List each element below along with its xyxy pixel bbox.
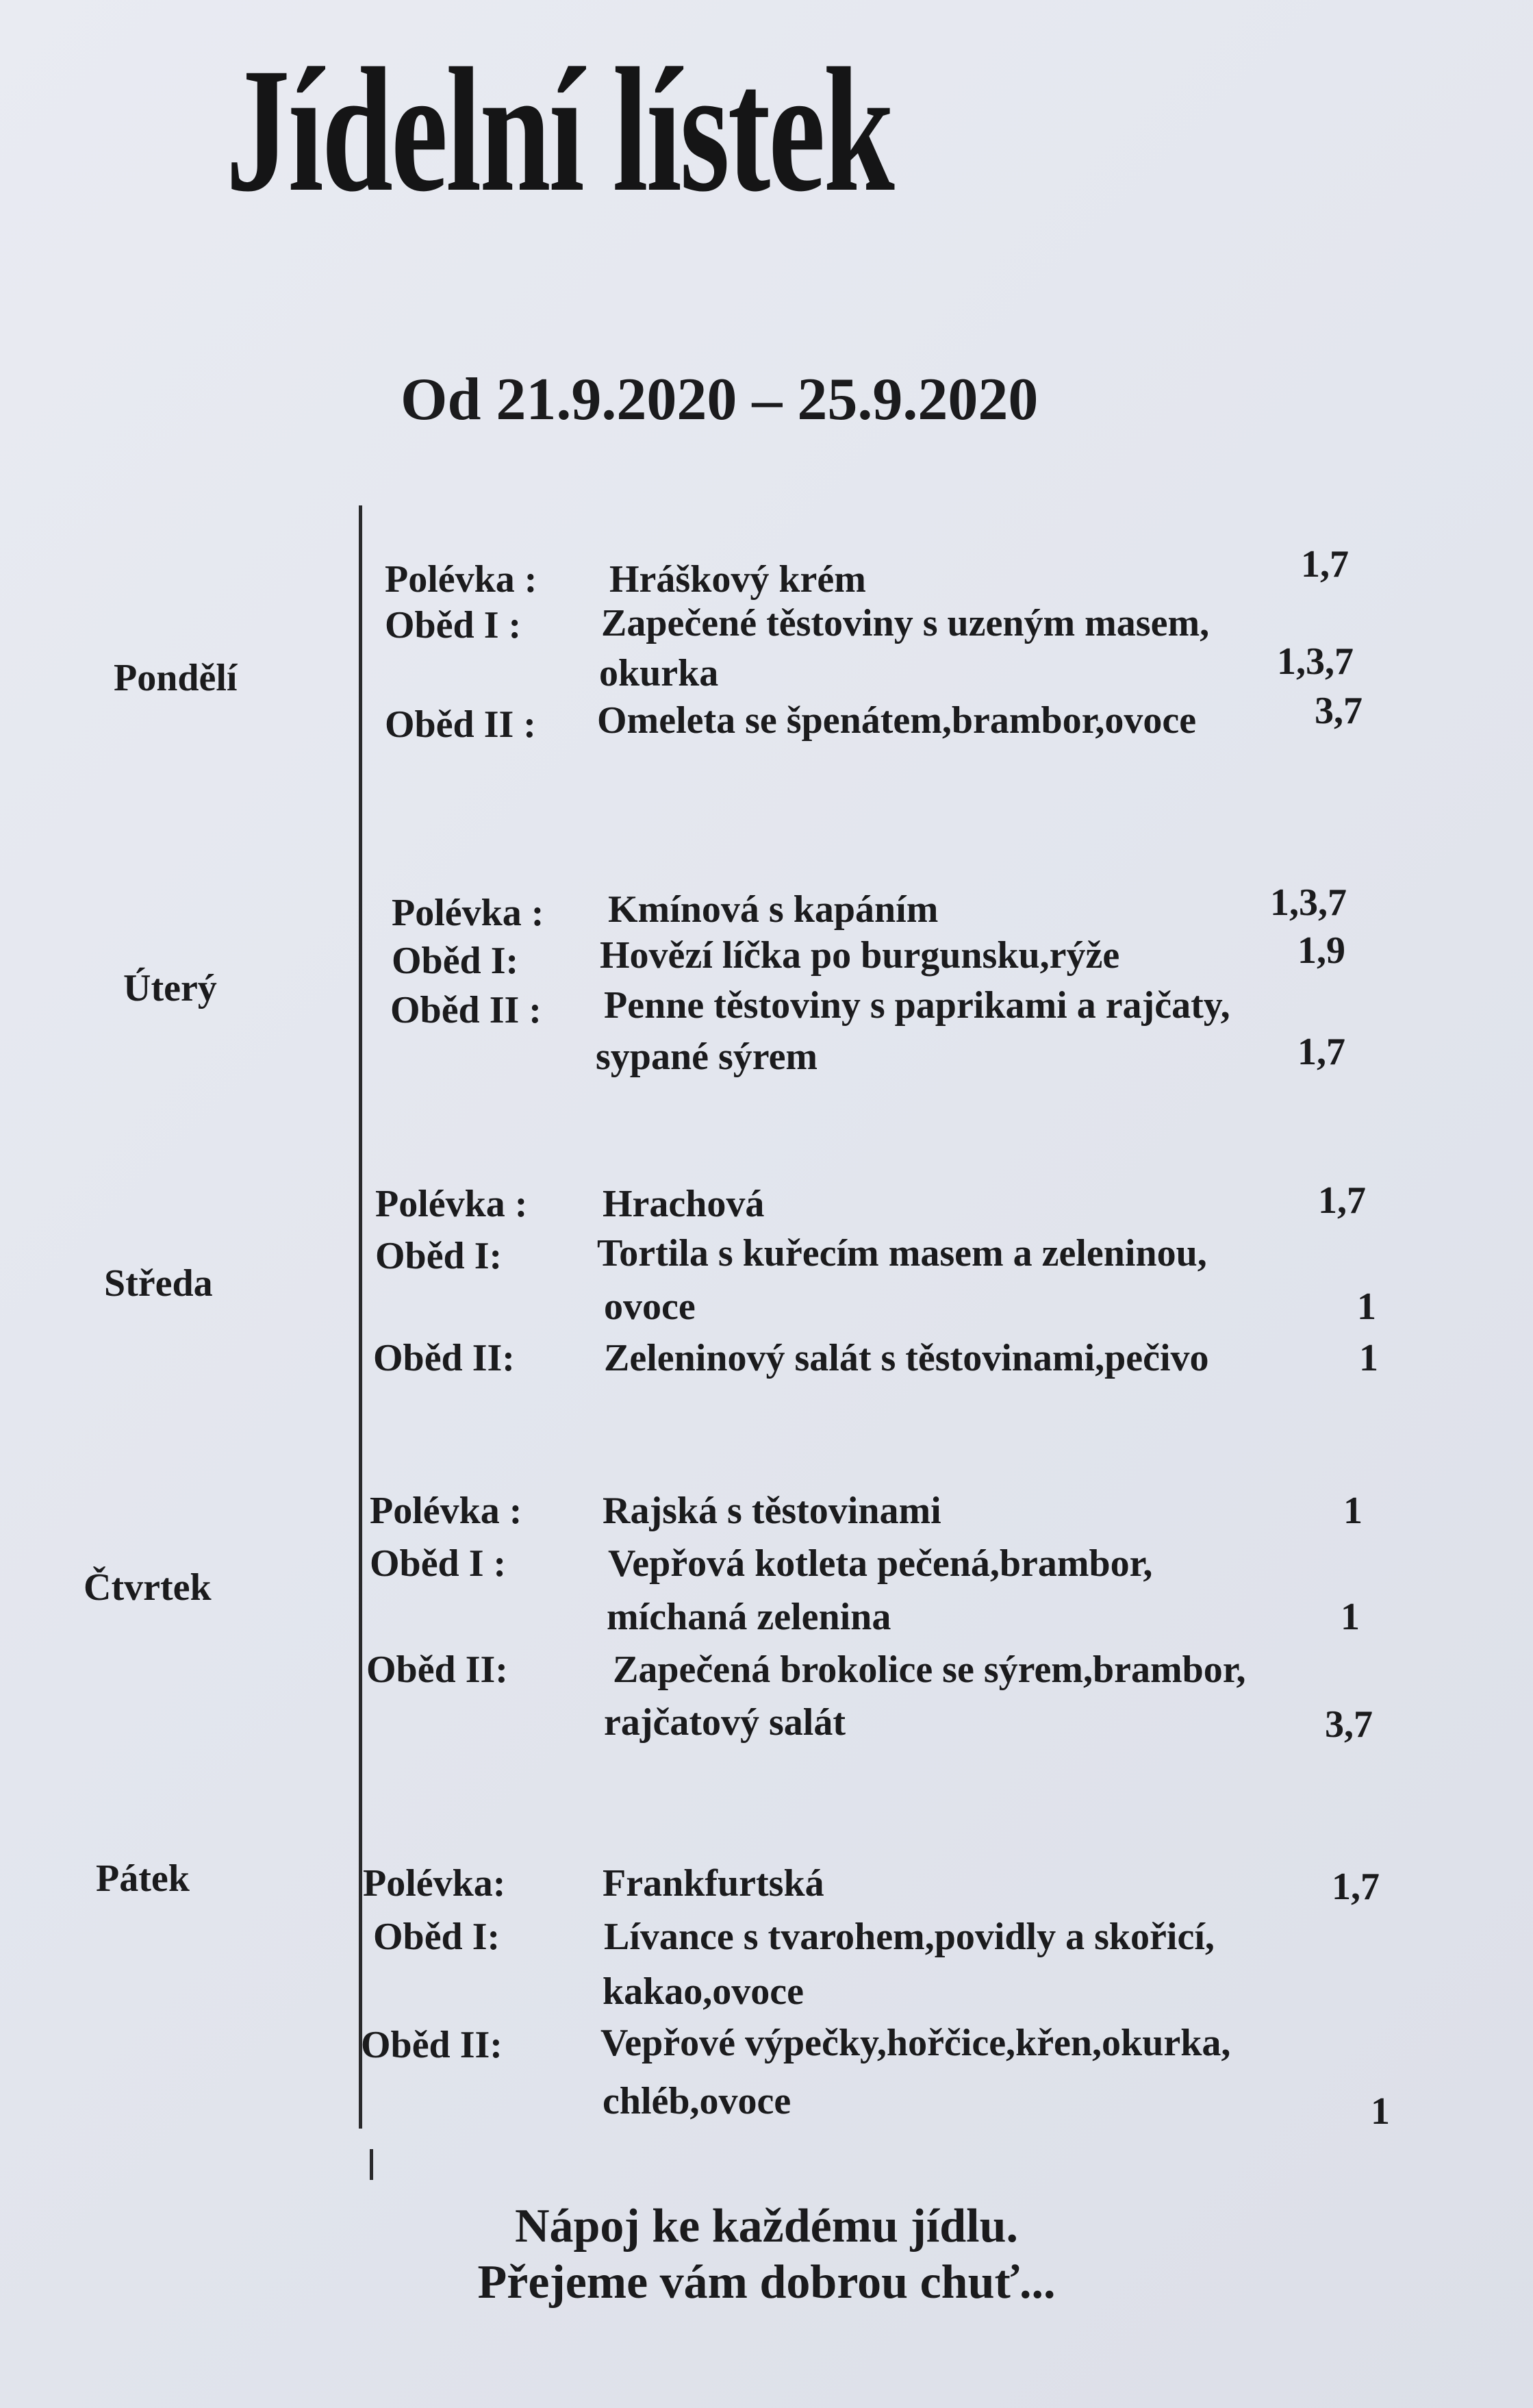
day-friday: Pátek	[96, 1857, 190, 1900]
meal-dish-cont: chléb,ovoce	[603, 2080, 791, 2122]
meal-dish-cont: sypané sýrem	[596, 1036, 818, 1078]
meal-label: Oběd I:	[375, 1235, 503, 1277]
meal-allergens: 1,7	[1318, 1179, 1366, 1222]
meal-dish-cont: kakao,ovoce	[603, 1970, 804, 2013]
meal-allergens: 1,7	[1297, 1031, 1345, 1073]
meal-label: Oběd I:	[392, 940, 519, 982]
meal-label: Oběd I :	[370, 1542, 507, 1585]
meal-label: Oběd I:	[373, 1916, 501, 1958]
meal-dish: Zeleninový salát s těstovinami,pečivo	[604, 1337, 1209, 1379]
meal-dish: Rajská s těstovinami	[603, 1490, 941, 1532]
meal-label: Polévka :	[375, 1183, 528, 1225]
column-divider-stub	[370, 2149, 373, 2180]
meal-dish: Omeleta se špenátem,brambor,ovoce	[597, 699, 1197, 742]
meal-dish: Hovězí líčka po burgunsku,rýže	[600, 934, 1120, 977]
meal-dish: Lívance s tvarohem,povidly a skořicí,	[604, 1916, 1215, 1958]
meal-label: Polévka :	[392, 892, 544, 934]
meal-label: Polévka :	[370, 1490, 522, 1532]
meal-allergens: 1,3,7	[1277, 640, 1354, 683]
menu-title: Jídelní lístek	[226, 32, 893, 229]
meal-dish-cont: ovoce	[604, 1285, 696, 1328]
meal-dish: Frankfurtská	[603, 1862, 824, 1905]
meal-label: Oběd II :	[385, 703, 536, 746]
meal-allergens: 1	[1359, 1337, 1378, 1379]
day-thursday: Čtvrtek	[84, 1566, 212, 1609]
meal-allergens: 3,7	[1315, 690, 1363, 732]
day-tuesday: Úterý	[123, 967, 217, 1009]
column-divider	[359, 505, 362, 2129]
meal-dish-cont: míchaná zelenina	[607, 1596, 891, 1638]
meal-label: Oběd I :	[385, 604, 522, 647]
meal-allergens: 3,7	[1325, 1703, 1373, 1746]
meal-allergens: 1,7	[1332, 1866, 1380, 1908]
meal-allergens: 1	[1341, 1596, 1360, 1638]
meal-label: Oběd II:	[361, 2024, 503, 2066]
meal-dish: Zapečené těstoviny s uzeným masem,	[601, 602, 1210, 644]
meal-dish: Vepřové výpečky,hořčice,křen,okurka,	[600, 2022, 1231, 2064]
meal-dish: Hráškový krém	[609, 558, 866, 601]
meal-dish-cont: okurka	[599, 652, 719, 694]
meal-label: Polévka:	[363, 1862, 506, 1905]
meal-dish: Zapečená brokolice se sýrem,brambor,	[613, 1648, 1246, 1691]
footer-greeting: Přejeme vám dobrou chuť...	[477, 2256, 1056, 2309]
meal-dish: Hrachová	[603, 1183, 765, 1225]
menu-period: Od 21.9.2020 – 25.9.2020	[401, 366, 1039, 433]
meal-dish: Vepřová kotleta pečená,brambor,	[608, 1542, 1153, 1585]
meal-dish: Penne těstoviny s paprikami a rajčaty,	[604, 984, 1230, 1027]
meal-label: Oběd II :	[390, 989, 542, 1031]
footer-drink-note: Nápoj ke každému jídlu.	[514, 2200, 1019, 2253]
day-wednesday: Středa	[104, 1262, 213, 1305]
meal-label: Polévka :	[385, 558, 537, 601]
meal-allergens: 1,3,7	[1270, 881, 1347, 924]
meal-label: Oběd II:	[366, 1648, 508, 1691]
meal-label: Oběd II:	[373, 1337, 515, 1379]
meal-allergens: 1,7	[1301, 543, 1349, 586]
meal-dish: Kmínová s kapáním	[608, 888, 939, 931]
menu-footer	[0, 2198, 1533, 2311]
meal-allergens: 1	[1343, 1490, 1363, 1532]
meal-allergens: 1	[1357, 1285, 1376, 1328]
meal-allergens: 1	[1371, 2090, 1390, 2133]
meal-allergens: 1,9	[1297, 929, 1345, 972]
meal-dish-cont: rajčatový salát	[604, 1701, 846, 1744]
day-monday: Pondělí	[114, 657, 238, 699]
meal-dish: Tortila s kuřecím masem a zeleninou,	[597, 1232, 1207, 1275]
